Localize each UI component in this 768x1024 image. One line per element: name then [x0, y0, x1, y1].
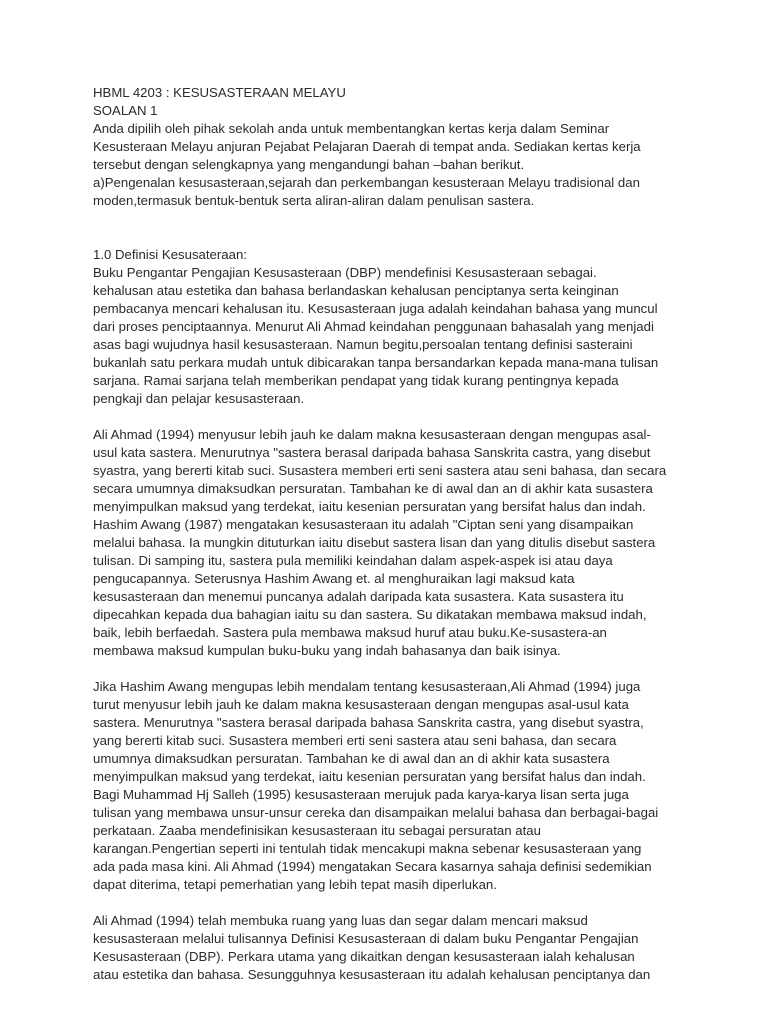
text-line: pengucapannya. Seterusnya Hashim Awang et. al menghuraikan lagi maksud kata: [93, 571, 575, 586]
course-title: HBML 4203 : KESUSASTERAAN MELAYU: [93, 85, 346, 100]
text-line: Jika Hashim Awang mengupas lebih mendalam tentang kesusasteraan,Ali Ahmad (1994) juga: [93, 679, 641, 694]
paragraph-2: [93, 426, 698, 660]
text-line: dipecahkan kepada dua bahagian iaitu su dan sastera. Su dikatakan membawa maksud indah,: [93, 607, 647, 622]
text-line: tulisan yang membawa unsur-unsur cereka dan disampaikan melalui bahasa dan berbagai-bagai: [93, 805, 659, 820]
text-line: membawa maksud kumpulan buku-buku yang indah bahasanya dan baik isinya.: [93, 643, 561, 658]
text-line: karangan.Pengertian seperti ini tentulah tidak mencakupi makna sebenar kesusasteraan yang: [93, 841, 642, 856]
text-line: moden,termasuk bentuk-bentuk serta aliran-aliran dalam penulisan sastera.: [93, 193, 535, 208]
text-line: tulisan. Di samping itu, sastera pula memiliki keindahan dalam aspek-aspek isi atau daya: [93, 553, 613, 568]
text-line: yang bererti kitab suci. Susastera memberi erti seni sastera atau seni bahasa, dan secara: [93, 733, 617, 748]
text-line: kesusasteraan melalui tulisannya Definisi Kesusasteraan di dalam buku Pengantar Pengajian: [93, 931, 639, 946]
text-line: menyimpulkan maksud yang terdekat, iaitu kesenian persuratan yang bersifat halus dan indah.: [93, 769, 646, 784]
text-line: Ali Ahmad (1994) menyusur lebih jauh ke dalam makna kesusasteraan dengan mengupas asal-: [93, 427, 651, 442]
text-line: dapat diterima, tetapi pemerhatian yang lebih tepat masih diperlukan.: [93, 877, 497, 892]
text-line: syastra, yang bererti kitab suci. Susastera memberi erti seni sastera atau seni bahasa, dan secara: [93, 463, 667, 478]
text-line: perkataan. Zaaba mendefinisikan kesusasteraan itu sebagai persuratan atau: [93, 823, 541, 838]
text-line: Kesusasteraan (DBP). Perkara utama yang dikaitkan dengan kesusasteraan ialah kehalusan: [93, 949, 635, 964]
text-line: Bagi Muhammad Hj Salleh (1995) kesusasteraan merujuk pada karya-karya lisan serta juga: [93, 787, 629, 802]
text-line: Hashim Awang (1987) mengatakan kesusasteraan itu adalah "Ciptan seni yang disampaikan: [93, 517, 634, 532]
text-line: Buku Pengantar Pengajian Kesusasteraan (DBP) mendefinisi Kesusasteraan sebagai.: [93, 265, 597, 280]
text-line: usul kata sastera. Menurutnya "sastera berasal daripada bahasa Sanskrita castra, yang disebut: [93, 445, 651, 460]
text-line: umumnya dimaksudkan persuratan. Tambahan ke di awal dan an di akhir kata susastera: [93, 751, 610, 766]
text-line: sarjana. Ramai sarjana telah memberikan pendapat yang tidak kurang pentingnya kepada: [93, 373, 619, 388]
text-line: pembacanya mencari kehalusan itu. Kesusasteraan juga adalah keindahan bahasa yang muncul: [93, 301, 658, 316]
text-line: baik, lebih berfaedah. Sastera pula membawa maksud huruf atau buku.Ke-susastera-an: [93, 625, 607, 640]
text-line: pengkaji dan pelajar kesusasteraan.: [93, 391, 305, 406]
text-line: dari proses penciptaannya. Menurut Ali Ahmad keindahan penggunaan bahasalah yang menjadi: [93, 319, 654, 334]
text-line: kehalusan atau estetika dan bahasa berlandaskan kehalusan penciptanya serta keinginan: [93, 283, 619, 298]
text-line: Ali Ahmad (1994) telah membuka ruang yang luas dan segar dalam mencari maksud: [93, 913, 588, 928]
paragraph-4: [93, 912, 698, 984]
question-label: SOALAN 1: [93, 103, 158, 118]
text-line: ada pada masa kini. Ali Ahmad (1994) mengatakan Secara kasarnya sahaja definisi sedemikian: [93, 859, 652, 874]
text-line: sastera. Menurutnya "sastera berasal daripada bahasa Sanskrita castra, yang disebut syastra,: [93, 715, 644, 730]
text-line: atau estetika dan bahasa. Sesungguhnya kesusasteraan itu adalah kehalusan penciptanya dan: [93, 967, 651, 982]
question-intro: [93, 120, 698, 210]
text-line: turut menyusur lebih jauh ke dalam makna kesusasteraan dengan mengupas asal-usul kata: [93, 697, 629, 712]
text-line: Anda dipilih oleh pihak sekolah anda untuk membentangkan kertas kerja dalam Seminar: [93, 121, 610, 136]
text-line: asas bagi wujudnya hasil kesusasteraan. Namun begitu,persoalan tentang definisi sasteraini: [93, 337, 633, 352]
paragraph-1: [93, 264, 698, 408]
paragraph-3: [93, 678, 698, 894]
text-line: melalui bahasa. Ia mungkin dituturkan iaitu disebut sastera lisan dan yang ditulis disebut sastera: [93, 535, 656, 550]
text-line: tersebut dengan selengkapnya yang mengandungi bahan –bahan berikut.: [93, 157, 525, 172]
text-line: menyimpulkan maksud yang terdekat, iaitu kesenian persuratan yang bersifat halus dan indah.: [93, 499, 646, 514]
text-line: secara umumnya dimaksudkan persuratan. Tambahan ke di awal dan an di akhir kata susastera: [93, 481, 653, 496]
text-line: kesusasteraan dan menemui puncanya adalah daripada kata susastera. Kata susastera itu: [93, 589, 624, 604]
text-line: bukanlah satu perkara mudah untuk dibicarakan tanpa bersandarkan kepada mana-mana tulisan: [93, 355, 659, 370]
text-line: a)Pengenalan kesusasteraan,sejarah dan perkembangan kesusteraan Melayu tradisional dan: [93, 175, 640, 190]
section-heading: 1.0 Definisi Kesusateraan:: [93, 247, 247, 262]
text-line: Kesusteraan Melayu anjuran Pejabat Pelajaran Daerah di tempat anda. Sediakan kertas kerja: [93, 139, 641, 154]
